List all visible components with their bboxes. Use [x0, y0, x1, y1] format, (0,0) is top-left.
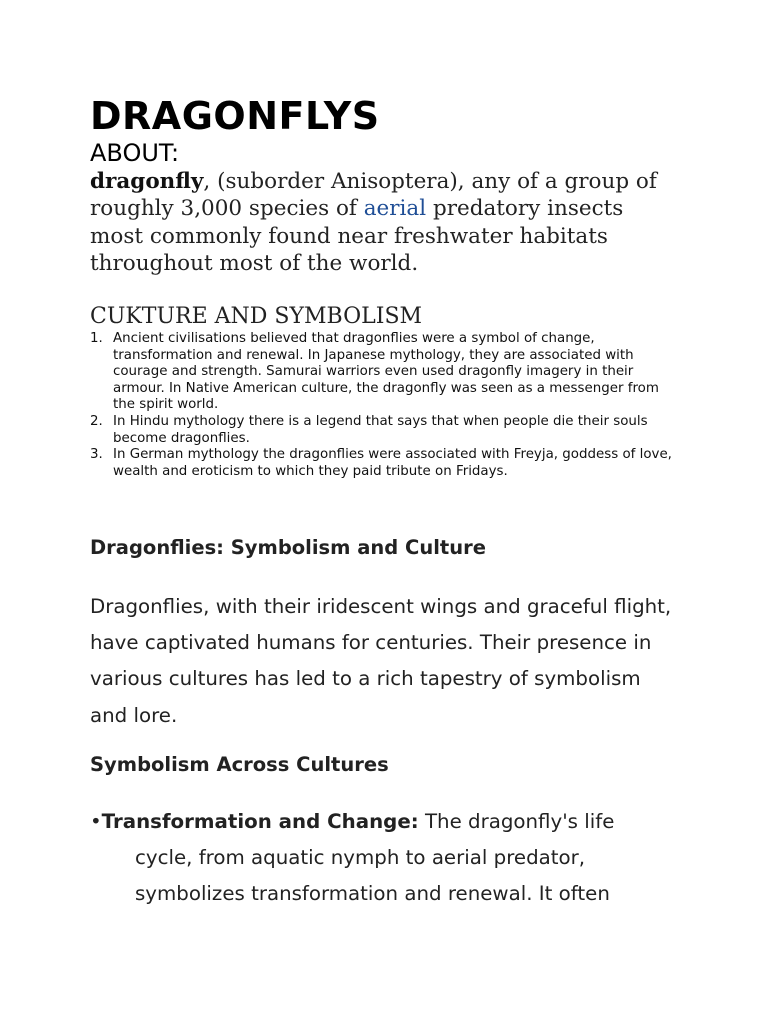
- aerial-link[interactable]: aerial: [363, 196, 427, 222]
- intro-text-before-link: , (suborder Anisoptera), any of a group of roughly 3,000 species of: [90, 169, 657, 222]
- culture-heading: CUKTURE AND SYMBOLISM: [90, 304, 423, 329]
- culture-list-item: [90, 331, 680, 414]
- list-number: 3.: [90, 447, 103, 463]
- intro-term: dragonfly: [90, 169, 204, 194]
- culture-list-item: [90, 414, 680, 447]
- list-number: 1.: [90, 331, 103, 346]
- subsection-heading: Symbolism Across Cultures: [90, 753, 389, 776]
- bullet-marker: •: [90, 810, 102, 833]
- bullet-continuation: cycle, from aquatic nymph to aerial predator,: [135, 846, 586, 870]
- bullet-item: [90, 804, 690, 913]
- intro-text-after-link: predatory insects most commonly found near freshwater habitats throughout most of the world.: [90, 196, 624, 276]
- bullet-first-line: [90, 804, 690, 840]
- list-item-text: Ancient civilisations believed that dragonflies were a symbol of change, transformation and renewal. In Japanese mythology, they are associated with courage and strength. Samurai warriors even used dragonfly imagery in their armour. In Native American culture, the dragonfly was seen as a messenger from the spirit world.: [113, 331, 659, 413]
- bullet-label: Transformation and Change:: [101, 810, 419, 833]
- culture-list: [90, 331, 680, 480]
- intro-paragraph: [90, 168, 680, 277]
- list-item-text: In Hindu mythology there is a legend that says that when people die their souls become dragonflies.: [113, 413, 648, 446]
- document-title: DRAGONFLYS: [90, 94, 380, 138]
- list-number: 2.: [90, 413, 103, 429]
- bullet-continuation: symbolizes transformation and renewal. It often: [135, 882, 610, 906]
- culture-list-item: [90, 447, 680, 480]
- section-paragraph: Dragonflies, with their iridescent wings and graceful flight, have captivated humans for centuries. Their presence in various cultures has led to a rich tapestry of symbolism and lore.: [90, 595, 672, 727]
- list-item-text: In German mythology the dragonflies were associated with Freyja, goddess of love, wealth and eroticism to which they paid tribute on Fridays.: [113, 447, 672, 479]
- section-heading: Dragonflies: Symbolism and Culture: [90, 536, 486, 559]
- bullet-text-line: The dragonfly's life: [424, 810, 615, 833]
- about-label: ABOUT:: [90, 139, 180, 167]
